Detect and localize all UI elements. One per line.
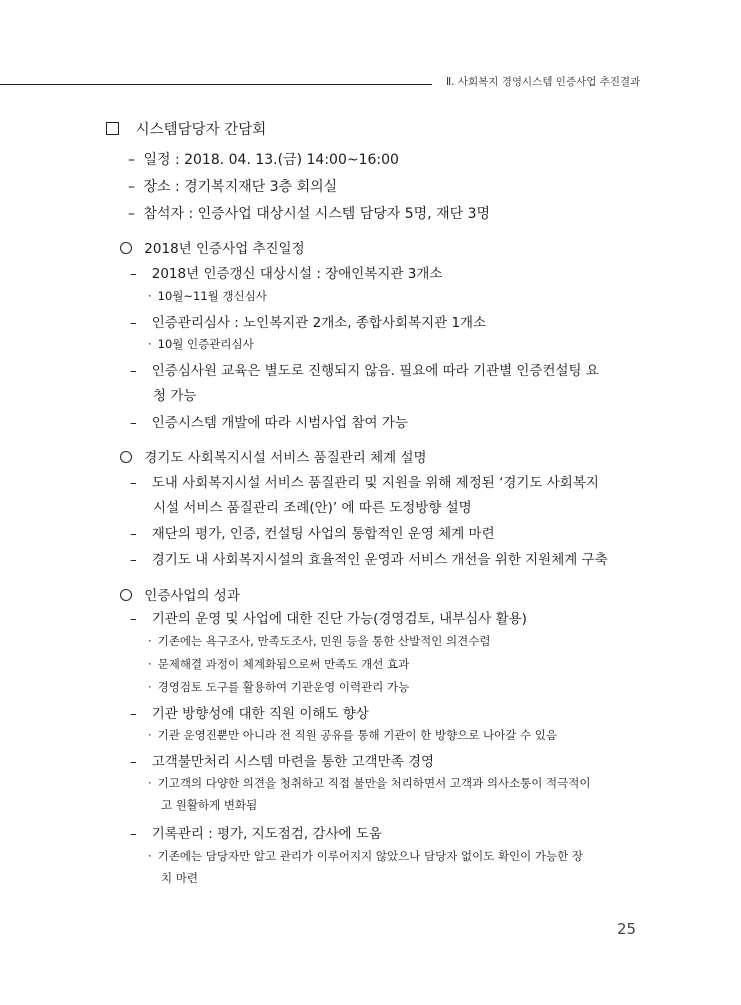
item-text: 일정 : 2018. 04. 13.(금) 14:00~16:00 <box>143 152 399 168</box>
item-text: 기록관리 : 평가, 지도점검, 감사에 도움 <box>151 826 382 842</box>
item-text: 2018년 인증갱신 대상시설 : 장애인복지관 3개소 <box>151 266 443 282</box>
circle-bullet-icon <box>120 451 132 463</box>
subsection-title: 2018년 인증사업 추진일정 <box>144 241 305 257</box>
list-item: – 기관의 운영 및 사업에 대한 진단 가능(경영검토, 내부심사 활용) <box>130 611 527 627</box>
list-item-continuation: 시설 서비스 품질관리 조례(안)’ 에 따른 도정방향 설명 <box>153 500 472 516</box>
circle-bullet-icon <box>120 589 132 601</box>
subsection-heading-schedule <box>120 237 305 257</box>
list-item-continuation: 청 가능 <box>153 388 197 404</box>
page-number: 25 <box>617 920 637 938</box>
item-text: 장소 : 경기복지재단 3층 회의실 <box>143 179 338 195</box>
item-text: 인증심사원 교육은 별도로 진행되지 않음. 필요에 따라 기관별 인증컨설팅 요 <box>151 363 599 379</box>
list-item: – 기록관리 : 평가, 지도점검, 감사에 도움 <box>130 826 382 842</box>
item-text: 기관의 운영 및 사업에 대한 진단 가능(경영검토, 내부심사 활용) <box>151 611 527 627</box>
item-text: 고객불만처리 시스템 마련을 통한 고객만족 경영 <box>151 754 435 770</box>
list-item: – 참석자 : 인증사업 대상시설 시스템 담당자 5명, 재단 3명 <box>128 206 491 222</box>
header-rule <box>0 84 432 85</box>
list-item: – 인증관리심사 : 노인복지관 2개소, 종합사회복지관 1개소 <box>130 315 487 331</box>
sub-item-continuation: 고 원활하게 변화됨 <box>161 798 258 812</box>
item-text: 인증관리심사 : 노인복지관 2개소, 종합사회복지관 1개소 <box>151 315 487 331</box>
sub-item-continuation: 치 마련 <box>161 871 198 885</box>
item-text: 10월~11월 갱신심사 <box>157 289 267 303</box>
list-item: – 2018년 인증갱신 대상시설 : 장애인복지관 3개소 <box>130 266 443 282</box>
item-text: 인증시스템 개발에 따라 시범사업 참여 가능 <box>151 415 408 431</box>
list-item: – 재단의 평가, 인증, 컨설팅 사업의 통합적인 운영 체계 마련 <box>130 526 495 542</box>
item-text: 기관 운영진뿐만 아니라 전 직원 공유를 통해 기관이 한 방향으로 나아갈 수 있음 <box>157 728 558 742</box>
list-item: – 인증시스템 개발에 따라 시범사업 참여 가능 <box>130 415 408 431</box>
sub-item: · 기존에는 담당자만 알고 관리가 이루어지지 않았으나 담당자 없이도 확인이 가능한 장 <box>148 849 584 863</box>
section-heading-meeting <box>106 118 266 139</box>
sub-item: · 10월~11월 갱신심사 <box>148 289 267 303</box>
sub-item: · 기존에는 욕구조사, 만족도조사, 민원 등을 통한 산발적인 의견수렴 <box>148 634 491 648</box>
list-item: – 장소 : 경기복지재단 3층 회의실 <box>128 179 338 195</box>
list-item: – 일정 : 2018. 04. 13.(금) 14:00~16:00 <box>128 152 399 168</box>
sub-item: · 10월 인증관리심사 <box>148 337 254 351</box>
circle-bullet-icon <box>120 242 132 254</box>
list-item: – 고객불만처리 시스템 마련을 통한 고객만족 경영 <box>130 754 435 770</box>
item-text: 참석자 : 인증사업 대상시설 시스템 담당자 5명, 재단 3명 <box>143 206 491 222</box>
item-text: 기관 방향성에 대한 직원 이해도 향상 <box>151 706 369 722</box>
item-text: 경기도 내 사회복지시설의 효율적인 운영과 서비스 개선을 위한 지원체계 구축 <box>151 552 608 568</box>
subsection-heading-standard <box>120 446 427 466</box>
sub-item: · 기고객의 다양한 의견을 청취하고 직접 불만을 처리하면서 고객과 의사소통이 적극적이 <box>148 776 591 790</box>
item-text: 경영검토 도구를 활용하여 기관운영 이력관리 가능 <box>157 680 410 694</box>
square-bullet-icon <box>106 122 119 135</box>
sub-item: · 문제해결 과정이 체계화됨으로써 만족도 개선 효과 <box>148 657 410 671</box>
subsection-heading-outcomes <box>120 584 240 604</box>
list-item: – 도내 사회복지시설 서비스 품질관리 및 지원을 위해 제정된 ‘경기도 사회복지 <box>130 475 599 491</box>
subsection-title: 인증사업의 성과 <box>144 588 240 604</box>
item-text: 기고객의 다양한 의견을 청취하고 직접 불만을 처리하면서 고객과 의사소통이 적극적이 <box>157 776 591 790</box>
item-text: 기존에는 욕구조사, 만족도조사, 민원 등을 통한 산발적인 의견수렴 <box>157 634 491 648</box>
list-item: – 인증심사원 교육은 별도로 진행되지 않음. 필요에 따라 기관별 인증컨설팅 요 <box>130 363 599 379</box>
sub-item: · 경영검토 도구를 활용하여 기관운영 이력관리 가능 <box>148 680 410 694</box>
item-text: 10월 인증관리심사 <box>157 337 254 351</box>
item-text: 문제해결 과정이 체계화됨으로써 만족도 개선 효과 <box>157 657 410 671</box>
item-text: 도내 사회복지시설 서비스 품질관리 및 지원을 위해 제정된 ‘경기도 사회복지 <box>151 475 599 491</box>
running-header: Ⅱ. 사회복지 경영시스템 인증사업 추진결과 <box>446 76 641 88</box>
list-item: – 기관 방향성에 대한 직원 이해도 향상 <box>130 706 369 722</box>
item-text: 재단의 평가, 인증, 컨설팅 사업의 통합적인 운영 체계 마련 <box>151 526 495 542</box>
list-item: – 경기도 내 사회복지시설의 효율적인 운영과 서비스 개선을 위한 지원체계 구축 <box>130 552 608 568</box>
sub-item: · 기관 운영진뿐만 아니라 전 직원 공유를 통해 기관이 한 방향으로 나아갈 수 있음 <box>148 728 558 742</box>
section-title: 시스템담당자 간담회 <box>135 122 267 138</box>
subsection-title: 경기도 사회복지시설 서비스 품질관리 체계 설명 <box>144 450 427 466</box>
item-text: 기존에는 담당자만 알고 관리가 이루어지지 않았으나 담당자 없이도 확인이 가능한 장 <box>157 849 584 863</box>
